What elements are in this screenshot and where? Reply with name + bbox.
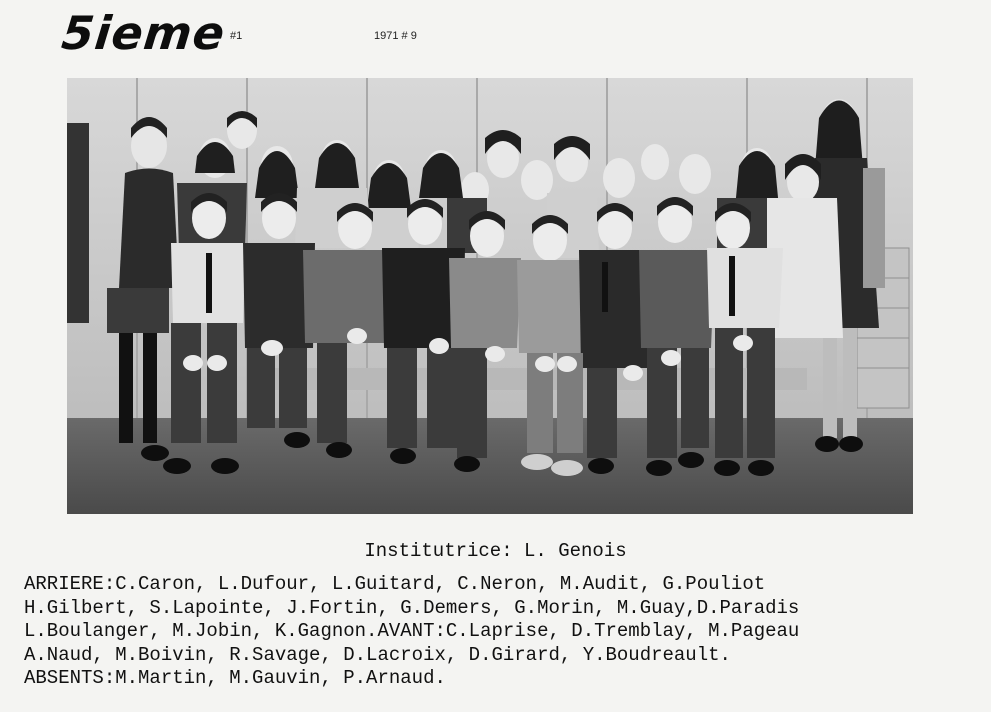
student-names	[24, 573, 984, 691]
class-photo-illustration	[67, 78, 913, 514]
names-line-3: L.Boulanger, M.Jobin, K.Gagnon.AVANT:C.Laprise, D.Tremblay, M.Pageau	[24, 620, 800, 643]
year-tag: 1971 # 9	[374, 30, 417, 42]
names-line-5: ABSENTS:M.Martin, M.Gauvin, P.Arnaud.	[24, 667, 446, 690]
names-line-1: ARRIERE:C.Caron, L.Dufour, L.Guitard, C.Neron, M.Audit, G.Pouliot	[24, 573, 766, 595]
class-photo	[67, 78, 913, 514]
names-line-4: A.Naud, M.Boivin, R.Savage, D.Lacroix, D.Girard, Y.Boudreault.	[24, 643, 731, 666]
class-title: 5ieme	[59, 6, 228, 60]
teacher-caption: Institutrice: L. Genois	[364, 540, 627, 562]
page-tag: #1	[230, 30, 243, 42]
names-line-2: H.Gilbert, S.Lapointe, J.Fortin, G.Demers, G.Morin, M.Guay,D.Paradis	[24, 596, 800, 619]
